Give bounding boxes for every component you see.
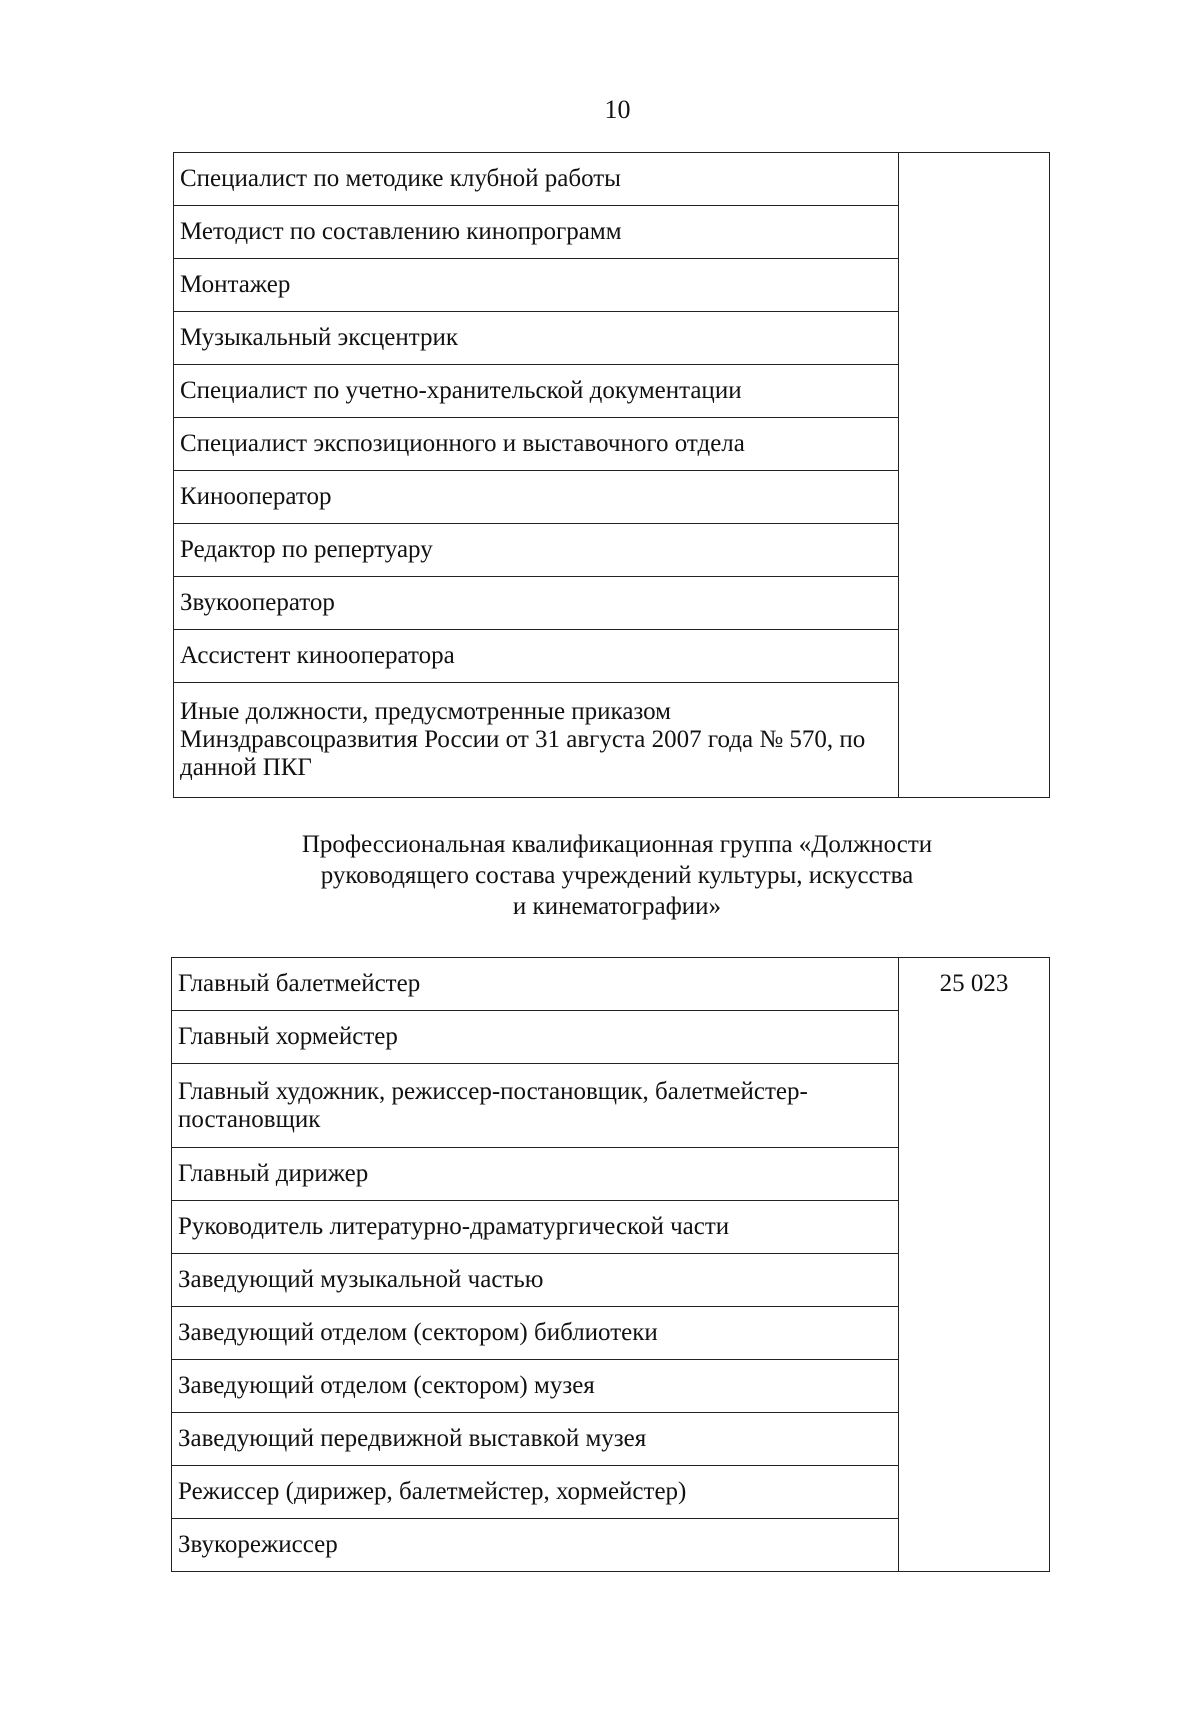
position-cell: Монтажер [174, 259, 899, 312]
position-cell: Главный дирижер [172, 1148, 899, 1201]
page-number: 10 [604, 95, 631, 124]
section-title-line: Профессиональная квалификационная группа «Должности [301, 831, 933, 858]
position-cell: Главный художник, режиссер-постановщик, балетмейстер-постановщик [172, 1064, 899, 1148]
table-row [174, 153, 1050, 206]
position-cell: Кинооператор [174, 471, 899, 524]
section-title-line: и кинематографии» [512, 893, 722, 920]
position-cell: Специалист экспозиционного и выставочного отдела [174, 418, 899, 471]
position-cell: Звукооператор [174, 577, 899, 630]
position-cell: Специалист по методике клубной работы [174, 153, 899, 206]
position-cell: Музыкальный эксцентрик [174, 312, 899, 365]
position-cell: Руководитель литературно-драматургической части [172, 1201, 899, 1254]
position-cell: Редактор по репертуару [174, 524, 899, 577]
position-cell: Ассистент кинооператора [174, 630, 899, 683]
salary-cell [899, 153, 1050, 798]
position-cell: Главный хормейстер [172, 1011, 899, 1064]
position-cell: Заведующий отделом (сектором) музея [172, 1360, 899, 1413]
position-cell: Заведующий музыкальной частью [172, 1254, 899, 1307]
positions-table-1 [173, 152, 1050, 798]
position-cell: Заведующий отделом (сектором) библиотеки [172, 1307, 899, 1360]
position-cell: Главный балетмейстер [172, 958, 899, 1011]
position-cell: Заведующий передвижной выставкой музея [172, 1413, 899, 1466]
position-cell: Методист по составлению кинопрограмм [174, 206, 899, 259]
position-cell: Режиссер (дирижер, балетмейстер, хормейстер) [172, 1466, 899, 1519]
salary-cell: 25 023 [899, 958, 1050, 1572]
position-cell: Иные должности, предусмотренные приказом Минздравсоцразвития России от 31 августа 2007 года № 570, по данной ПКГ [174, 683, 899, 798]
section-title [200, 829, 1034, 922]
table-row [172, 958, 1050, 1011]
position-cell: Звукорежиссер [172, 1519, 899, 1572]
position-cell: Специалист по учетно-хранительской документации [174, 365, 899, 418]
positions-table-2 [171, 957, 1050, 1572]
section-title-line: руководящего состава учреждений культуры, искусства [320, 862, 914, 889]
